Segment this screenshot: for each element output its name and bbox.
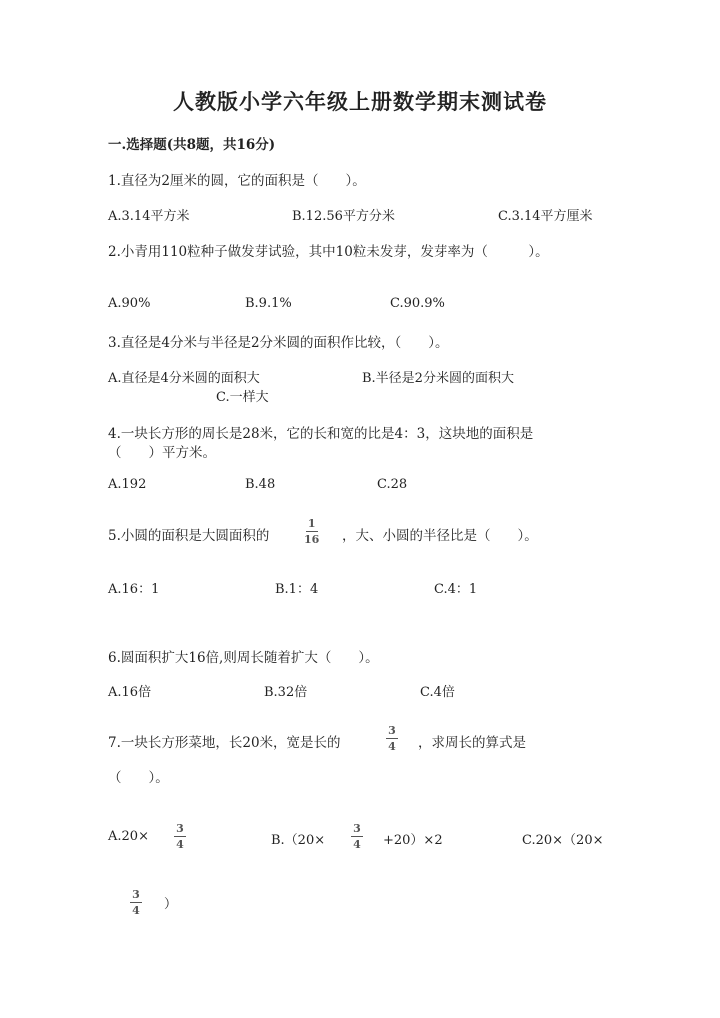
question-4-option-b[interactable]: B.48 [245, 477, 276, 492]
question-6-option-c[interactable]: C.4倍 [420, 685, 455, 700]
fraction-denominator: 16 [304, 533, 320, 546]
question-3-option-a[interactable]: A.直径是4分米圆的面积大 [108, 371, 260, 386]
question-3-option-c[interactable]: C.一样大 [216, 390, 269, 405]
question-2-option-c[interactable]: C.90.9% [390, 296, 445, 311]
question-7-option-b-end: +20）×2 [383, 833, 443, 848]
fraction-numerator: 1 [307, 517, 316, 530]
section-heading: 一.选择题(共8题，共16分) [108, 137, 276, 153]
question-5-stem-part2: ，大、小圆的半径比是（ ）。 [342, 528, 538, 544]
fraction-bar [174, 836, 186, 837]
fraction-bar [351, 836, 363, 837]
question-1-stem: 1.直径为2厘米的圆，它的面积是（ ）。 [108, 173, 366, 189]
question-7-stem-part2: ，求周长的算式是 [418, 735, 526, 751]
question-1-option-b[interactable]: B.12.56平方分米 [292, 209, 395, 224]
question-5-option-a[interactable]: A.16：1 [108, 582, 160, 597]
fraction-three-quarters [174, 823, 186, 850]
fraction-numerator: 3 [353, 822, 361, 835]
fraction-three-quarters [130, 889, 142, 916]
question-3-stem: 3.直径是4分米与半径是2分米圆的面积作比较，（ ）。 [108, 335, 449, 351]
question-4-stem-line2: （ ）平方米。 [108, 445, 216, 461]
fraction-denominator: 4 [388, 740, 396, 753]
question-7-option-b[interactable]: B.（20× [271, 833, 326, 848]
fraction-one-sixteenth [304, 518, 319, 545]
question-1-option-a[interactable]: A.3.14平方米 [108, 209, 190, 224]
question-2-option-a[interactable]: A.90% [108, 296, 151, 311]
question-6-stem: 6.圆面积扩大16倍,则周长随着扩大（ ）。 [108, 650, 379, 666]
question-4-stem-line1: 4.一块长方形的周长是28米，它的长和宽的比是4：3，这块地的面积是 [108, 426, 534, 442]
question-7-option-c[interactable]: C.20×（20× [522, 833, 604, 848]
question-5-stem-part1: 5.小圆的面积是大圆面积的 [108, 528, 270, 544]
fraction-denominator: 4 [353, 838, 361, 851]
fraction-bar [130, 902, 142, 903]
question-2-stem: 2.小青用110粒种子做发芽试验，其中10粒未发芽，发芽率为（ ）。 [108, 244, 549, 260]
question-7-stem-line2: （ ）。 [108, 770, 169, 786]
question-7-option-c-end: ） [164, 897, 178, 912]
question-2-option-b[interactable]: B.9.1% [245, 296, 292, 311]
question-5-option-c[interactable]: C.4：1 [434, 582, 478, 597]
question-6-option-a[interactable]: A.16倍 [108, 685, 152, 700]
question-6-option-b[interactable]: B.32倍 [264, 685, 308, 700]
page-title: 人教版小学六年级上册数学期末测试卷 [173, 89, 547, 114]
question-7-option-a[interactable]: A.20× [108, 829, 149, 844]
fraction-three-quarters [386, 725, 398, 752]
question-4-option-a[interactable]: A.192 [108, 477, 147, 492]
question-5-option-b[interactable]: B.1：4 [275, 582, 319, 597]
fraction-numerator: 3 [176, 822, 184, 835]
question-3-option-b[interactable]: B.半径是2分米圆的面积大 [362, 371, 514, 386]
question-7-stem-part1: 7.一块长方形菜地，长20米，宽是长的 [108, 735, 341, 751]
fraction-denominator: 4 [132, 904, 140, 917]
fraction-bar [306, 531, 318, 532]
question-4-option-c[interactable]: C.28 [377, 477, 408, 492]
fraction-denominator: 4 [176, 838, 184, 851]
fraction-numerator: 3 [132, 888, 140, 901]
fraction-bar [386, 738, 398, 739]
question-1-option-c[interactable]: C.3.14平方厘米 [498, 209, 593, 224]
fraction-numerator: 3 [388, 724, 396, 737]
fraction-three-quarters [351, 823, 363, 850]
